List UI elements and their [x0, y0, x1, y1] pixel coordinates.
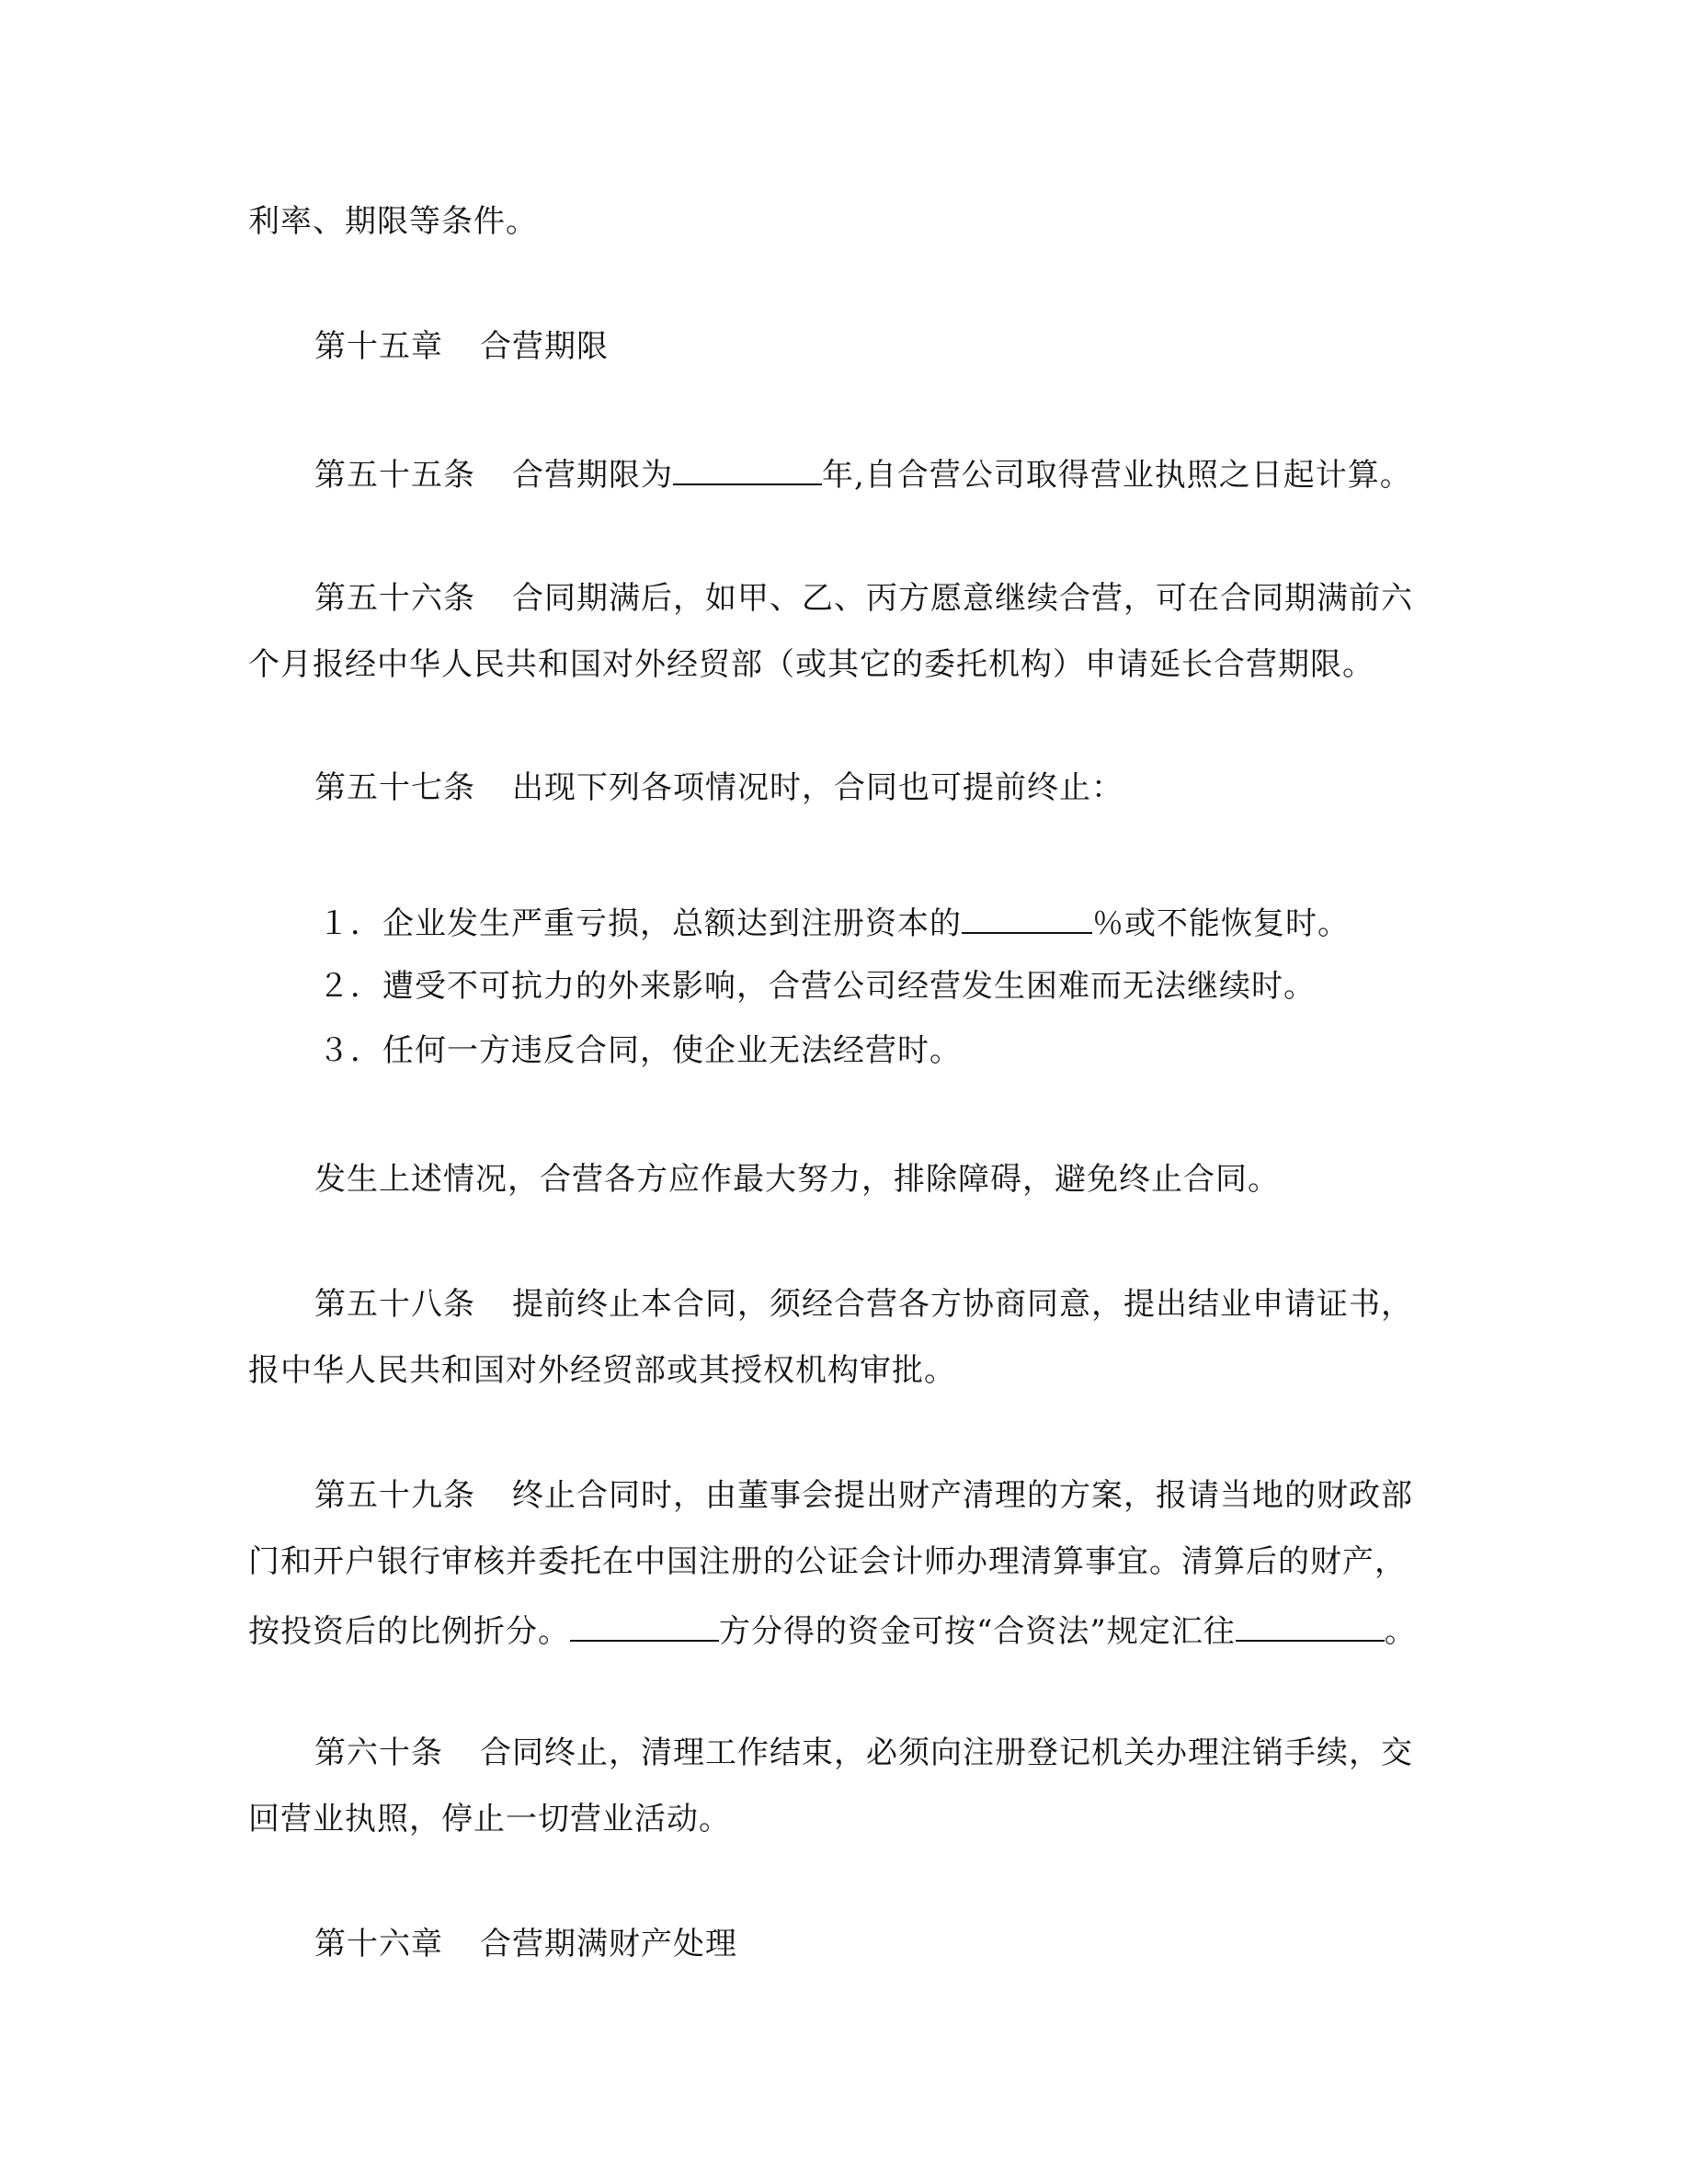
- list-item: [318, 1031, 962, 1070]
- article-number: 第五十八条: [314, 1286, 475, 1323]
- text-line: [248, 202, 538, 241]
- text-line: [314, 1160, 1280, 1199]
- line-text: 回营业执照，停止一切营业活动。: [248, 1801, 731, 1837]
- blank-field: [1236, 1609, 1385, 1642]
- article-text: 年,自合营公司取得营业执照之日起计算。: [822, 457, 1412, 494]
- line-text: 门和开户银行审核并委托在中国注册的公证会计师办理清算事宜。清算后的财产，: [248, 1543, 1407, 1580]
- blank-field: [962, 901, 1092, 934]
- blank-field: [673, 452, 822, 485]
- article-text: 合同终止，清理工作结束，必须向注册登记机关办理注销手续，交: [480, 1735, 1413, 1771]
- list-text: ％或不能恢复时。: [1092, 905, 1350, 942]
- article-number: 第五十六条: [314, 580, 475, 617]
- list-text: ３．任何一方违反合同，使企业无法经营时。: [318, 1032, 962, 1069]
- line-text: 按投资后的比例折分。: [248, 1613, 570, 1650]
- chapter-number: 第十六章: [314, 1926, 443, 1962]
- article-number: 第五十七条: [314, 769, 475, 806]
- article-line: [314, 768, 1123, 807]
- blank-field: [570, 1609, 719, 1642]
- chapter-title: 合营期满财产处理: [480, 1926, 737, 1962]
- line-text: 。: [1384, 1613, 1417, 1650]
- chapter-title: 合营期限: [480, 328, 609, 365]
- article-line: [314, 452, 1412, 495]
- line-text: 方分得的资金可按“合资法”规定汇往: [719, 1613, 1236, 1650]
- text-line: [248, 1351, 956, 1390]
- article-text: 出现下列各项情况时，合同也可提前终止：: [512, 769, 1123, 806]
- article-line: [314, 1285, 1413, 1324]
- chapter-heading: [314, 1925, 737, 1963]
- article-line: [314, 1734, 1413, 1772]
- text-line: [248, 1609, 1417, 1651]
- chapter-number: 第十五章: [314, 328, 443, 365]
- line-text: 利率、期限等条件。: [248, 203, 538, 240]
- article-number: 第五十九条: [314, 1477, 475, 1514]
- list-text: １．企业发生严重亏损，总额达到注册资本的: [318, 905, 962, 942]
- article-text: 合营期限为: [512, 457, 673, 494]
- line-text: 报中华人民共和国对外经贸部或其授权机构审批。: [248, 1352, 956, 1389]
- article-number: 第六十条: [314, 1735, 443, 1771]
- list-item: [318, 901, 1350, 943]
- line-text: 个月报经中华人民共和国对外经贸部（或其它的委托机构）申请延长合营期限。: [248, 646, 1374, 683]
- text-line: [248, 1542, 1407, 1581]
- text-line: [248, 1800, 731, 1838]
- article-text: 合同期满后，如甲、乙、丙方愿意继续合营，可在合同期满前六: [512, 580, 1413, 617]
- article-text: 提前终止本合同，须经合营各方协商同意，提出结业申请证书，: [512, 1286, 1413, 1323]
- chapter-heading: [314, 327, 609, 366]
- line-text: 发生上述情况，合营各方应作最大努力，排除障碍，避免终止合同。: [314, 1161, 1280, 1198]
- article-number: 第五十五条: [314, 457, 475, 494]
- article-text: 终止合同时，由董事会提出财产清理的方案，报请当地的财政部: [512, 1477, 1413, 1514]
- list-item: [318, 967, 1316, 1006]
- article-line: [314, 1476, 1413, 1515]
- list-text: ２．遭受不可抗力的外来影响，合营公司经营发生困难而无法继续时。: [318, 968, 1316, 1005]
- text-line: [248, 645, 1374, 684]
- article-line: [314, 579, 1413, 618]
